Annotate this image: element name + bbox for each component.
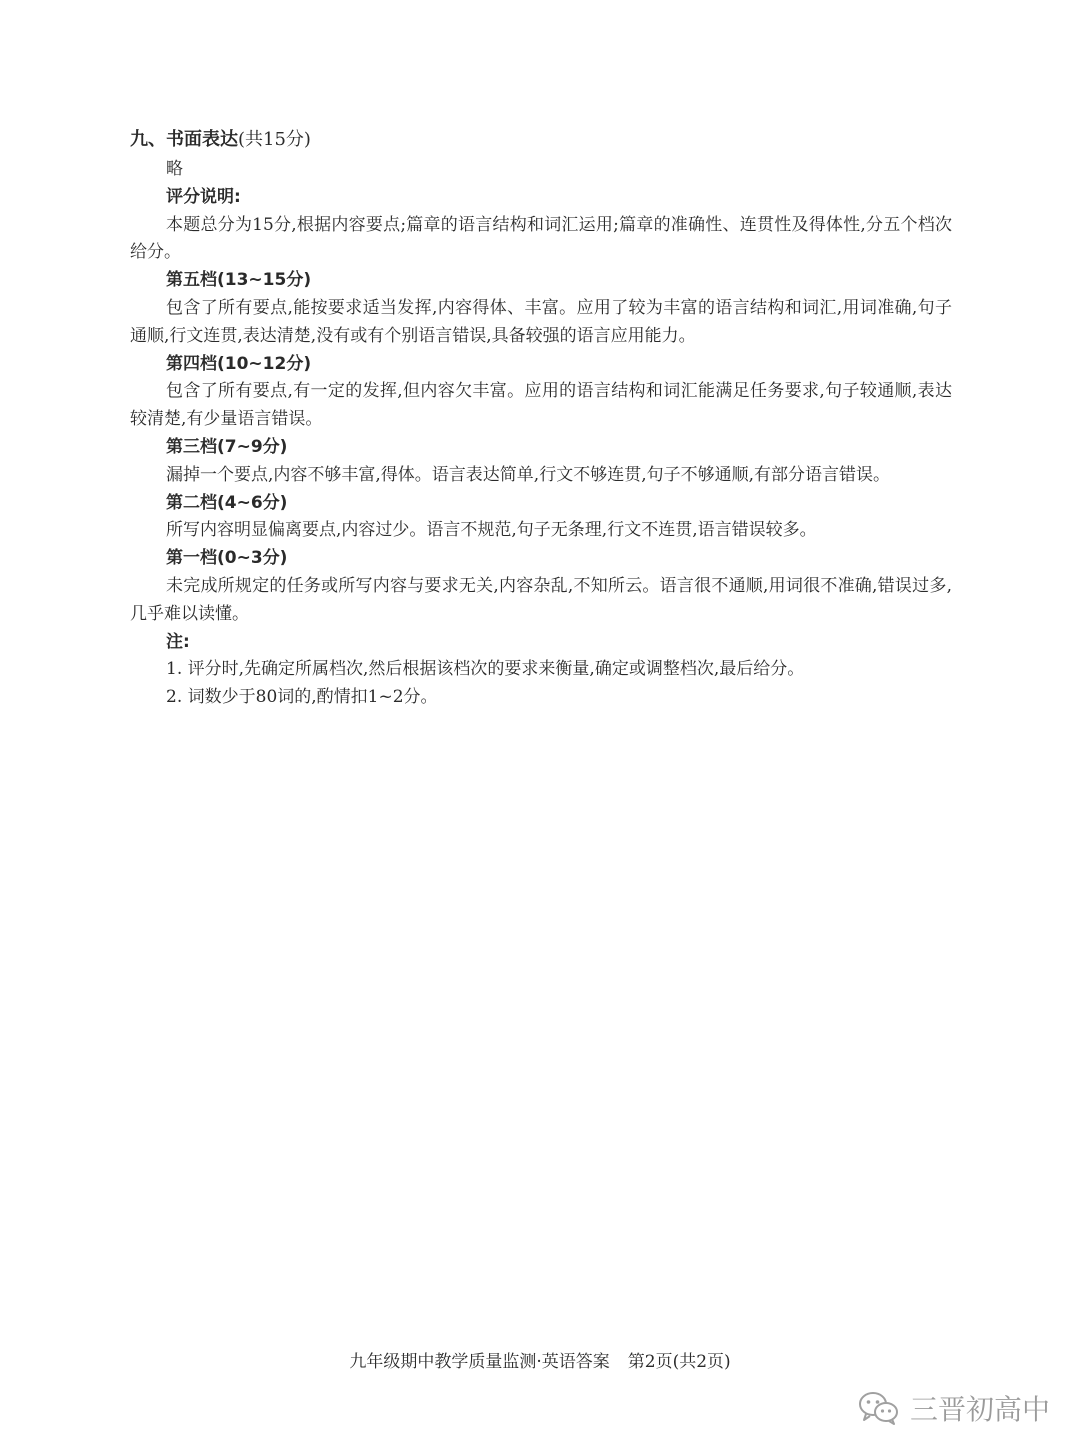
level-3-text: 漏掉一个要点,内容不够丰富,得体。语言表达简单,行文不够连贯,句子不够通顺,有部分语言错误。	[166, 464, 891, 485]
level-1-title: 第一档(0~3分)	[166, 548, 288, 569]
footer-title: 九年级期中教学质量监测·英语答案	[349, 1352, 610, 1372]
scoring-heading: 评分说明:	[166, 186, 241, 207]
level-5-text: 包含了所有要点,能按要求适当发挥,内容得体、丰富。应用了较为丰富的语言结构和词汇,用词准确,句子通顺,行文连贯,表达清楚,没有或有个别语言错误,具备较强的语言应用能力。	[130, 297, 952, 346]
scoring-content	[130, 156, 952, 712]
note-item: 1. 评分时,先确定所属档次,然后根据该档次的要求来衡量,确定或调整档次,最后给分。	[166, 659, 805, 680]
scoring-intro: 本题总分为15分,根据内容要点;篇章的语言结构和词汇运用;篇章的准确性、连贯性及得体性,分五个档次给分。	[130, 214, 952, 263]
level-5-title: 第五档(13~15分)	[166, 270, 312, 291]
section-title-label: 九、书面表达	[130, 129, 238, 150]
level-1-text: 未完成所规定的任务或所写内容与要求无关,内容杂乱,不知所云。语言很不通顺,用词很不准确,错误过多,几乎难以读懂。	[130, 575, 952, 624]
watermark	[858, 1386, 1050, 1430]
watermark-text: 三晋初高中	[909, 1393, 1050, 1426]
answer-text: 略	[166, 159, 183, 179]
level-4-title: 第四档(10~12分)	[166, 353, 312, 374]
level-4-text: 包含了所有要点,有一定的发挥,但内容欠丰富。应用的语言结构和词汇能满足任务要求,句子较通顺,表达较清楚,有少量语言错误。	[130, 381, 952, 430]
level-3-title: 第三档(7~9分)	[166, 436, 288, 457]
section-title-points: (共15分)	[238, 129, 311, 150]
level-2-text: 所写内容明显偏离要点,内容过少。语言不规范,句子无条理,行文不连贯,语言错误较多。	[166, 520, 817, 541]
level-2-title: 第二档(4~6分)	[166, 492, 288, 513]
section-title	[130, 126, 311, 154]
footer-page-number: 第2页(共2页)	[627, 1352, 731, 1372]
page-footer	[0, 1350, 1080, 1374]
note-item: 2. 词数少于80词的,酌情扣1~2分。	[166, 687, 438, 708]
notes-heading: 注:	[166, 631, 190, 652]
wechat-icon	[858, 1390, 900, 1426]
